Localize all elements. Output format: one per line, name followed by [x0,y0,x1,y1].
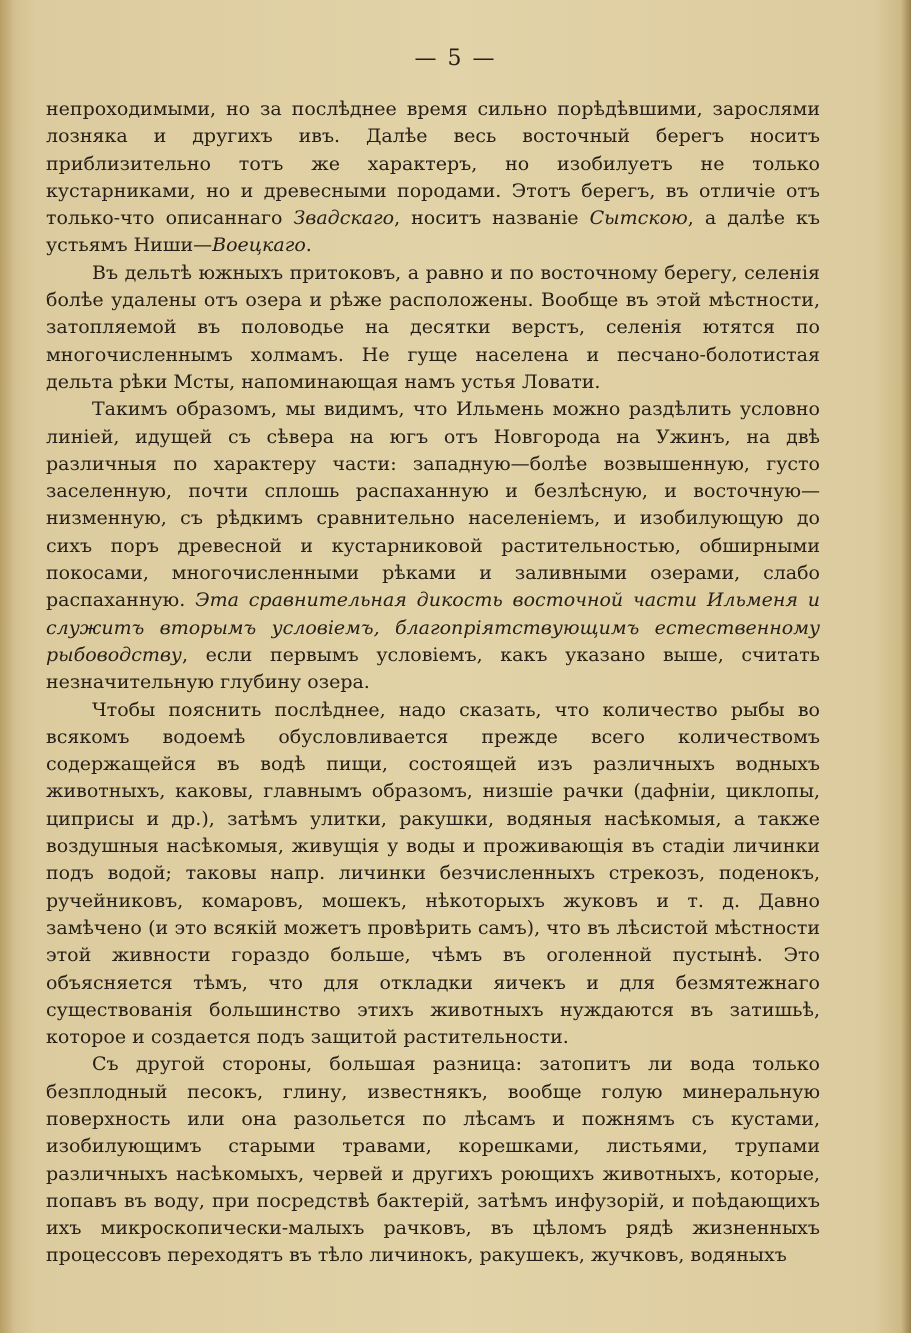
text-segment: , если первымъ условіемъ, какъ указано выше, считать незначительную глубину озера. [46,643,820,694]
text-segment: Въ дельтѣ южныхъ притоковъ, а равно и по восточному берегу, селенія болѣе удалены отъ озера и рѣже расположены. Вообще въ этой мѣстности, затопляемой въ половодье на десятки верстъ, селенія ютятся по многочисленнымъ холмамъ. Не гуще населена и песчано-болотистая дельта рѣки Мсты, напоминающая намъ устья Ловати. [46,261,820,393]
paragraph [46,396,820,696]
italic-text: Эта сравнительная дикость восточной части Ильменя и служитъ вторымъ условіемъ, благопріятствующимъ естественному рыбоводству [46,589,820,666]
text-segment: непроходимыми, но за послѣднее время сильно порѣдѣвшими, зарослями лозняка и другихъ ивъ. Далѣе весь восточный берегъ носитъ приблизительно тотъ же характеръ, но изобилуетъ не только кустарниками, но и древесными породами. Этотъ берегъ, въ отличіе отъ только-что описаннаго [46,98,820,230]
text-segment: Съ другой стороны, большая разница: затопитъ ли вода только безплодный песокъ, глину, известнякъ, вообще голую минеральную поверхность или она разольется по лѣсамъ и пожнямъ съ кустами, изобилующимъ старыми травами, корешками, листьями, трупами различныхъ насѣкомыхъ, червей и другихъ роющихъ животныхъ, которые, попавъ въ воду, при посредствѣ бактерій, затѣмъ инфузорій, и поѣдающихъ ихъ микроскопически-малыхъ рачковъ, въ цѣломъ рядѣ жизненныхъ процессовъ переходятъ въ тѣло личинокъ, ракушекъ, жучковъ, водяныхъ [46,1053,820,1267]
italic-text: Сытскою [589,207,688,230]
page-number: — 5 — [414,46,497,71]
paragraph [46,697,820,1052]
text-segment: , а далѣе къ устьямъ Ниши— [46,207,820,257]
italic-text: Звадскаго [293,207,395,230]
paragraph [46,260,820,396]
paragraph [46,96,820,260]
italic-text: Воецкаго [212,234,306,257]
text-segment: Чтобы пояснить послѣднее, надо сказать, что количество рыбы во всякомъ водоемѣ обусловливается прежде всего количествомъ содержащейся въ водѣ пищи, состоящей изъ различныхъ водныхъ животныхъ, каковы, главнымъ образомъ, низшіе рачки (дафніи, циклопы, циприсы и др.), затѣмъ улитки, ракушки, водяныя насѣкомыя, а также воздушныя насѣкомыя, живущія у воды и проживающія въ стадіи личинки подъ водой; таковы напр. личинки безчисленныхъ стрекозъ, поденокъ, ручейниковъ, комаровъ, мошекъ, нѣкоторыхъ жуковъ и т. д. Давно замѣчено (и это всякій можетъ провѣрить самъ), что въ лѣсистой мѣстности этой живности гораздо больше, чѣмъ въ оголенной пустынѣ. Это объясняется тѣмъ, что для откладки яичекъ и для безмятежнаго существованія большинство этихъ животныхъ нуждаются въ затишьѣ, которое и создается подъ защитой растительности. [46,698,820,1049]
page-shadow-left [0,0,14,1333]
paragraph [46,1051,820,1269]
text-segment: Такимъ образомъ, мы видимъ, что Ильмень можно раздѣлить условно линіей, идущей съ сѣвера на югъ отъ Новгорода на Ужинъ, на двѣ различныя по характеру части: западную—болѣе возвышенную, густо заселенную, почти сплошь распаханную и безлѣсную, и восточную—низменную, съ рѣдкимъ сравнительно населеніемъ, и изобилующую до сихъ поръ древесной и кустарниковой растительностью, обширными покосами, многочисленными рѣками и заливными озерами, слабо распаханную. [46,398,820,612]
body-text [46,96,820,1270]
page-shadow-right [901,0,911,1333]
text-segment: . [305,234,312,257]
text-segment: , носитъ названіе [394,207,590,230]
